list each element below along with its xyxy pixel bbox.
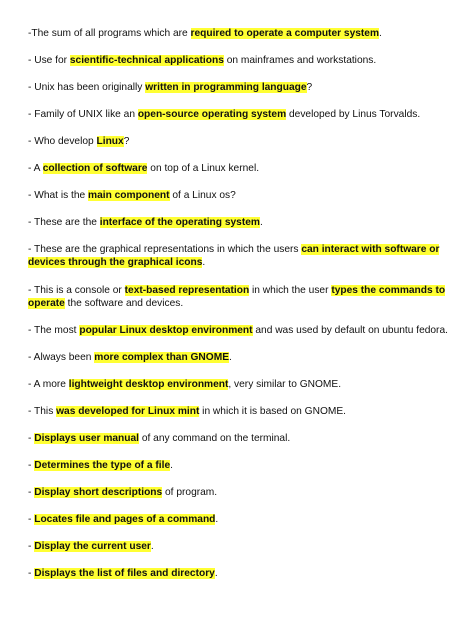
- highlighted-phrase: collection of software: [42, 162, 148, 174]
- list-item: - Determines the type of a file.: [28, 460, 173, 472]
- highlighted-phrase: Displays the list of files and directory: [34, 568, 215, 580]
- highlighted-phrase: can interact with software or devices through the graphical icons: [28, 243, 440, 269]
- highlighted-phrase: popular Linux desktop environment: [79, 325, 253, 337]
- highlighted-phrase: open-source operating system: [137, 108, 287, 120]
- list-item: - Always been more complex than GNOME.: [28, 352, 232, 364]
- highlighted-phrase: Displays user manual: [34, 433, 139, 445]
- highlighted-phrase: scientific-technical applications: [69, 54, 224, 66]
- list-item: -The sum of all programs which are required to operate a computer system.: [28, 28, 382, 39]
- list-item: - Display the current user.: [28, 541, 154, 553]
- highlighted-phrase: Display the current user: [34, 541, 151, 553]
- list-item: - The most popular Linux desktop environment and was used by default on ubuntu fedora.: [28, 325, 448, 337]
- list-item: - A collection of software on top of a Linux kernel.: [28, 162, 260, 174]
- list-item: - These are the graphical representations in which the users can interact with software or devices through the graphical icons.: [28, 243, 440, 269]
- list-item: - A more lightweight desktop environment, very similar to GNOME.: [28, 379, 342, 391]
- list-item: - Who develop Linux?: [28, 135, 130, 147]
- list-item: - Family of UNIX like an open-source operating system developed by Linus Torvalds.: [28, 108, 421, 120]
- highlighted-phrase: was developed for Linux mint: [56, 406, 200, 418]
- highlighted-phrase: Locates file and pages of a command: [34, 514, 216, 526]
- highlighted-phrase: written in programming language: [145, 81, 307, 93]
- highlighted-phrase: Linux: [96, 135, 124, 147]
- list-item: - Locates file and pages of a command.: [28, 514, 219, 526]
- list-item: - Use for scientific-technical applications on mainframes and workstations.: [28, 54, 377, 66]
- highlighted-phrase: text-based representation: [124, 284, 250, 296]
- highlighted-phrase: Determines the type of a file: [34, 460, 171, 472]
- list-item: - Unix has been originally written in programming language?: [28, 81, 313, 93]
- list-item: - This was developed for Linux mint in which it is based on GNOME.: [28, 406, 346, 418]
- highlighted-phrase: main component: [88, 189, 170, 201]
- list-item: - These are the interface of the operating system.: [28, 216, 263, 228]
- highlighted-phrase: types the commands to operate: [28, 284, 446, 310]
- list-item: - This is a console or text-based representation in which the user types the commands to operate the software and devices.: [28, 284, 446, 310]
- highlighted-phrase: required to operate a computer system: [190, 28, 380, 39]
- list-item: - Display short descriptions of program.: [28, 487, 218, 499]
- list-item: - What is the main component of a Linux os?: [28, 189, 236, 201]
- highlighted-phrase: Display short descriptions: [34, 487, 163, 499]
- list-item: - Displays the list of files and directory.: [28, 568, 218, 580]
- highlighted-phrase: more complex than GNOME: [94, 352, 229, 364]
- list-item: - Displays user manual of any command on the terminal.: [28, 433, 291, 445]
- highlighted-phrase: interface of the operating system: [99, 216, 260, 228]
- highlighted-phrase: lightweight desktop environment: [68, 379, 229, 391]
